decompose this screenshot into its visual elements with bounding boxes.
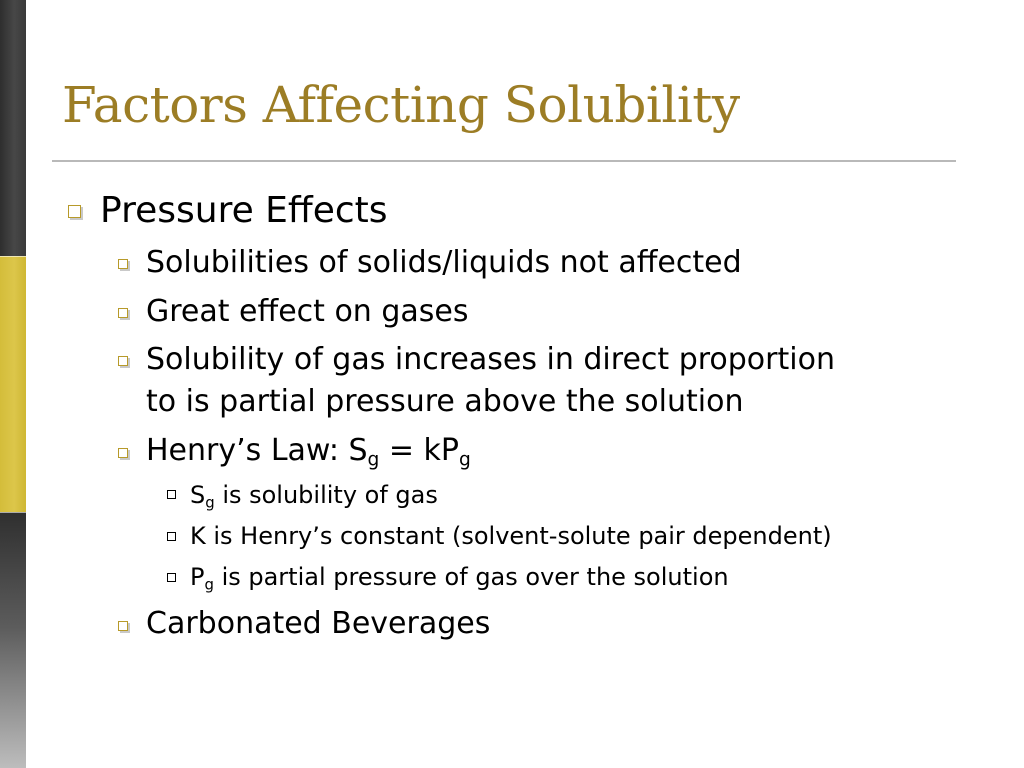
bullet-text-gases: Great effect on gases bbox=[146, 294, 469, 329]
symbol-s: S bbox=[190, 481, 206, 509]
subscript-g: g bbox=[459, 449, 471, 471]
subscript-g: g bbox=[204, 575, 214, 594]
bullet-text-k-constant: K is Henry’s constant (solvent-solute pair dependent) bbox=[190, 522, 832, 550]
sg-definition-text: is solubility of gas bbox=[214, 481, 438, 509]
square-bullet-icon bbox=[68, 205, 81, 218]
square-bullet-icon bbox=[167, 490, 176, 499]
bullet-text-henrys-law bbox=[146, 433, 471, 471]
side-bar-dark-segment bbox=[0, 0, 26, 256]
side-bar-gradient-segment bbox=[0, 512, 26, 768]
bullet-text-proportion-line1: Solubility of gas increases in direct proportion bbox=[146, 342, 835, 377]
square-bullet-icon bbox=[118, 356, 128, 366]
side-bar-gold-segment bbox=[0, 256, 26, 512]
square-bullet-icon bbox=[167, 573, 176, 582]
square-bullet-icon bbox=[118, 448, 128, 458]
subscript-g: g bbox=[367, 449, 380, 471]
bullet-text-carbonated-beverages: Carbonated Beverages bbox=[146, 606, 491, 641]
henry-law-equals: = kP bbox=[379, 433, 459, 468]
side-bar-divider bbox=[0, 512, 26, 513]
henry-law-prefix: Henry’s Law: S bbox=[146, 433, 368, 468]
square-bullet-icon bbox=[118, 308, 128, 318]
pg-definition-text: is partial pressure of gas over the solution bbox=[213, 563, 729, 591]
bullet-text-proportion-line2: to is partial pressure above the solution bbox=[146, 384, 744, 419]
symbol-p: P bbox=[190, 563, 205, 591]
side-bar-divider bbox=[0, 256, 26, 257]
bullet-text-solids-liquids: Solubilities of solids/liquids not affected bbox=[146, 245, 742, 280]
square-bullet-icon bbox=[167, 532, 176, 541]
bullet-text-pressure-effects: Pressure Effects bbox=[100, 190, 388, 231]
slide-title: Factors Affecting Solubility bbox=[62, 76, 740, 134]
square-bullet-icon bbox=[118, 259, 128, 269]
subscript-g: g bbox=[205, 493, 215, 512]
bullet-text-sg-definition bbox=[190, 481, 438, 512]
square-bullet-icon bbox=[118, 621, 128, 631]
title-underline bbox=[52, 160, 956, 162]
bullet-text-pg-definition bbox=[190, 563, 729, 594]
decorative-side-bar bbox=[0, 0, 26, 768]
